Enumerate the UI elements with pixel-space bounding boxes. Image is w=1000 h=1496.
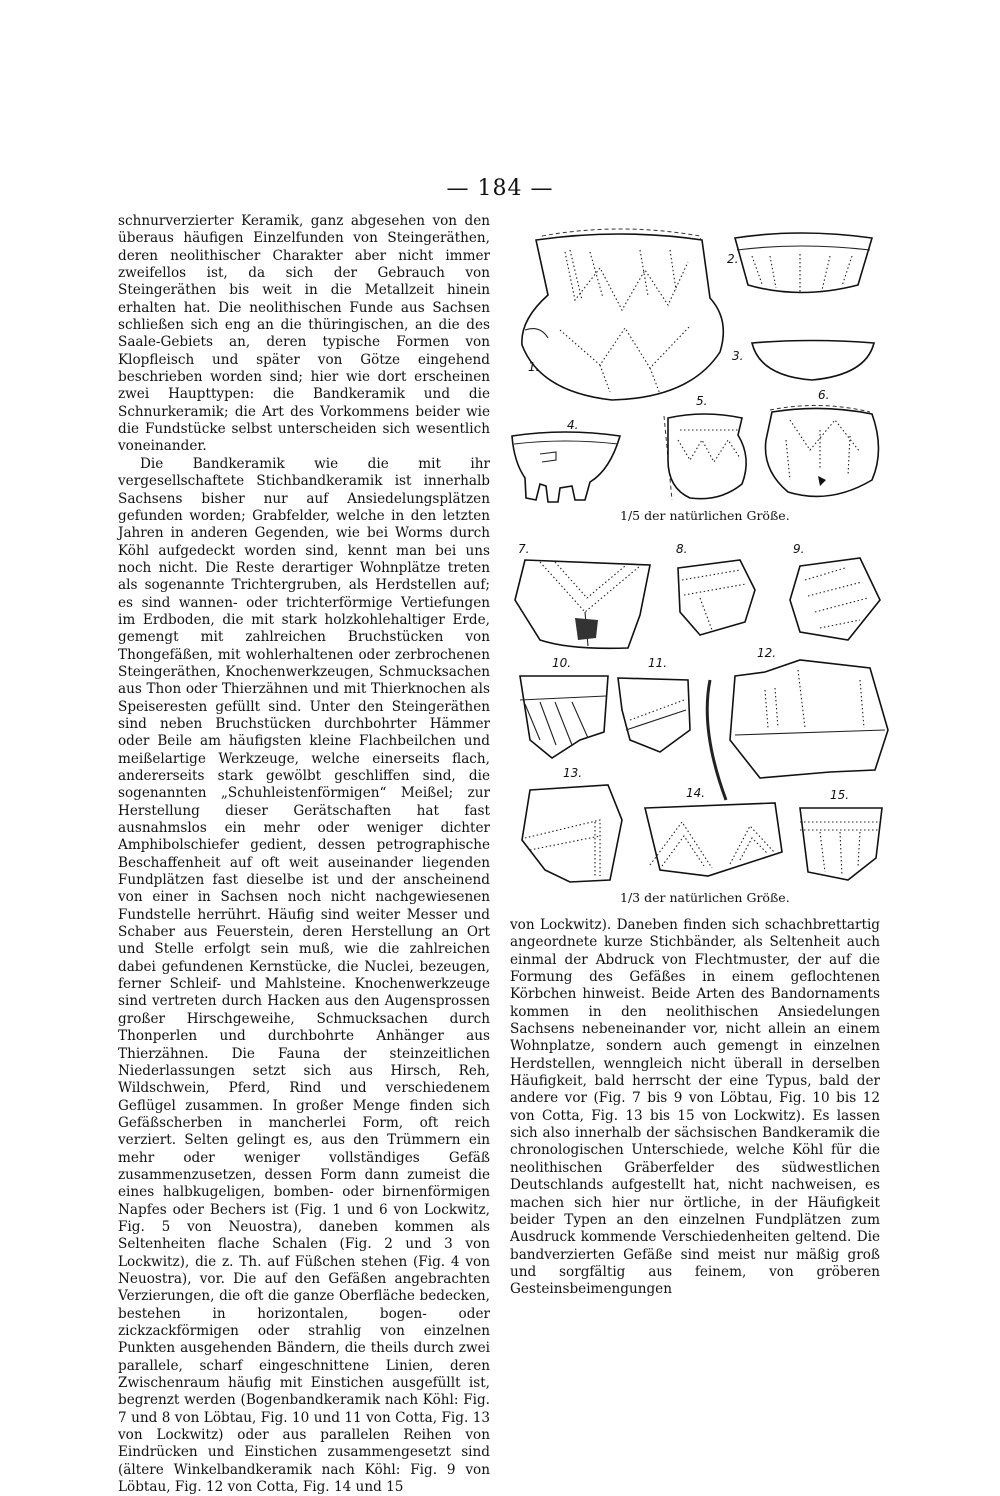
figure-13-sherd (522, 785, 622, 882)
page-number: — 184 — (446, 176, 554, 201)
paragraph: schnurverzierter Keramik, ganz abgesehen von den überaus häufigen Einzelfunden von Steingeräthen, deren neolithischer Charakter aber nicht immer zweifellos ist, da sich der Gebrauch von Steingeräthen bis weit in die Metallzeit hinein erhalten hat. Die neolithischen Funde aus Sachsen schließen sich eng an die thüringischen, an die des Saale-Gebiets an, deren typische Formen von Klopfleisch und später von Götze eingehend beschrieben worden sind; hier wie dort erscheinen zwei Haupttypen: die Bandkeramik und die Schnurkeramik; die Art des Vorkommens beider wie die Fundstücke selbst unterscheiden sich wesentlich voneinander. (118, 213, 490, 455)
figure-10-sherd (520, 676, 608, 758)
figure-9-sherd (790, 558, 880, 640)
figure-label: 9. (793, 542, 805, 556)
figure-label: 12. (757, 646, 777, 660)
figure-1-vessel (522, 229, 723, 400)
figure-caption-bottom: 1/3 der natürlichen Größe. (620, 890, 790, 905)
figure-label: 5. (696, 394, 708, 408)
figure-label: 7. (518, 542, 530, 556)
figure-3-bowl (752, 341, 874, 381)
figure-label: 15. (830, 788, 850, 802)
figure-4-footed-dish (512, 432, 620, 502)
figure-5-vessel (664, 414, 746, 500)
figure-label: 8. (676, 542, 688, 556)
figure-label: 11. (648, 656, 668, 670)
paragraph: Die Bandkeramik wie die mit ihr vergesellschaftete Stichbandkeramik ist innerhalb Sachsens bisher nur auf Ansiedelungsplätzen gefunden worden; Grabfelder, welche in den letzten Jahren in anderen Gegenden, wie bei Worms durch Köhl aufgedeckt worden sind, kennt man bei uns noch nicht. Die Reste derartiger Wohnplätze treten als sogenannte Trichtergruben, als Herdstellen auf; es sind wannen- oder trichterförmige Vertiefungen im Erdboden, die mit stark holzkohlehaltiger Erde, gemengt mit zahlreichen Bruchstücken von Thongefäßen, mit wohlerhaltenen oder zerbrochenen Steingeräthen, Knochenwerkzeugen, Schmucksachen aus Thon oder Thierzähnen und mit Thierknochen als Speiseresten gefüllt sind. Unter den Steingeräthen sind neben Bruchstücken durchbohrter Hämmer oder Beile am häufigsten kleine Flachbeilchen und meißelartige Werkzeuge, welche einerseits flach, andererseits stark gewölbt geschliffen sind, die sogenannten „Schuhleistenförmigen“ Meißel; zur Herstellung dieser Gerätschaften hat fast ausnahmslos ein mehr oder weniger dichter Amphibolschiefer gedient, dessen petrographische Beschaffenheit auf oft weit auseinander liegenden Fundplätzen fast dieselbe ist und der anscheinend von einer in Sachsen noch nicht nachgewiesenen Fundstelle herrührt. Häufig sind weiter Messer und Schaber aus Feuerstein, deren Herstellung an Ort und Stelle erfolgt sein muß, wie die zahlreichen dabei gefundenen Kernstücke, die Nuclei, bezeugen, ferner Schleif- und Mahlsteine. Knochenwerkzeuge sind vertreten durch Hacken aus den Augensprossen großer Hirschgeweihe, Schmucksachen durch Thonperlen und durchbohrte Anhänger aus Thierzähnen. Die Fauna der steinzeitlichen Niederlassungen setzt sich aus Hirsch, Reh, Wildschwein, Pferd, Rind und verschiedenem Geflügel zusammen. In großer Menge finden sich Gefäßscherben in mancherlei Form, oft reich verziert. Selten gelingt es, aus den Trümmern ein mehr oder weniger vollständiges Gefäß zusammenzusetzen, dessen Form dann zumeist die eines halbkugeligen, bomben- oder birnenförmigen Napfes oder Bechers ist (Fig. 1 und 6 von Lockwitz, Fig. 5 von Neuostra), daneben kommen als Seltenheiten flache Schalen (Fig. 2 und 3 von Lockwitz), die z. Th. auf Füßchen stehen (Fig. 4 von Neuostra), vor. Die auf den Gefäßen angebrachten Verzierungen, die oft die ganze Oberfläche bedecken, bestehen in horizontalen, bogen- oder zickzackförmigen oder strahlig von einzelnen Punkten ausgehenden Bändern, die theils durch zwei parallele, scharf eingeschnittene Linien, deren Zwischenraum häufig mit Einstichen ausgefüllt ist, begrenzt werden (Bogenbandkeramik nach Köhl: Fig. 7 und 8 von Löbtau, Fig. 10 und 11 von Cotta, Fig. 13 von Lockwitz) oder aus parallelen Reihen von Eindrücken und Einstichen zusammengesetzt sind (ältere Winkelbandkeramik nach Köhl: Fig. 9 von Löbtau, Fig. 12 von Cotta, Fig. 14 und 15 (118, 455, 490, 1496)
figure-15-sherd (800, 808, 882, 880)
paragraph: von Lockwitz). Daneben finden sich schachbrettartig angeordnete kurze Stichbänder, als Seltenheit auch einmal der Abdruck von Flechtmuster, der auf die Formung des Gefäßes in einem geflochtenen Körbchen hinweist. Beide Arten des Bandornaments kommen in den neolithischen Ansiedelungen Sachsens nebeneinander vor, nicht allein an einem Wohnplatze, sondern auch gemengt in einzelnen Herdstellen, wenngleich nicht überall in derselben Häufigkeit, bald herrscht der eine Typus, bald der andere vor (Fig. 7 bis 9 von Löbtau, Fig. 10 bis 12 von Cotta, Fig. 13 bis 15 von Lockwitz). Es lassen sich also innerhalb der sächsischen Bandkeramik die chronologischen Unterschiede, welche Köhl für die neolithischen Gräberfelder des südwestlichen Deutschlands aufgestellt hat, nicht nachweisen, es machen sich hier nur örtliche, in der Häufigkeit beider Typen an den einzelnen Fundplätzen zum Ausdruck kommende Verschiedenheiten geltend. Die bandverzierten Gefäße sind meist nur mäßig groß und sorgfältig aus feinem, von gröberen Gesteinsbeimengungen (510, 917, 880, 1298)
figure-label: 6. (818, 388, 830, 402)
figure-12-sherd (730, 660, 888, 778)
figure-7-sherd (515, 560, 650, 648)
figure-11-profile (707, 680, 726, 800)
figure-2-bowl (735, 233, 872, 293)
figure-label: 14. (686, 786, 706, 800)
figure-11-sherd (618, 678, 690, 752)
figure-label: 13. (563, 766, 583, 780)
figure-6-vessel (765, 405, 878, 496)
figure-label: 3. (732, 349, 744, 363)
figure-label: 4. (567, 418, 579, 432)
figure-label: 10. (552, 656, 572, 670)
figure-8-sherd (678, 560, 755, 635)
figure-14-sherd (645, 803, 782, 876)
figure-caption-top: 1/5 der natürlichen Größe. (620, 508, 790, 523)
figure-label: 1. (528, 360, 540, 374)
figure-label: 2. (727, 252, 739, 266)
